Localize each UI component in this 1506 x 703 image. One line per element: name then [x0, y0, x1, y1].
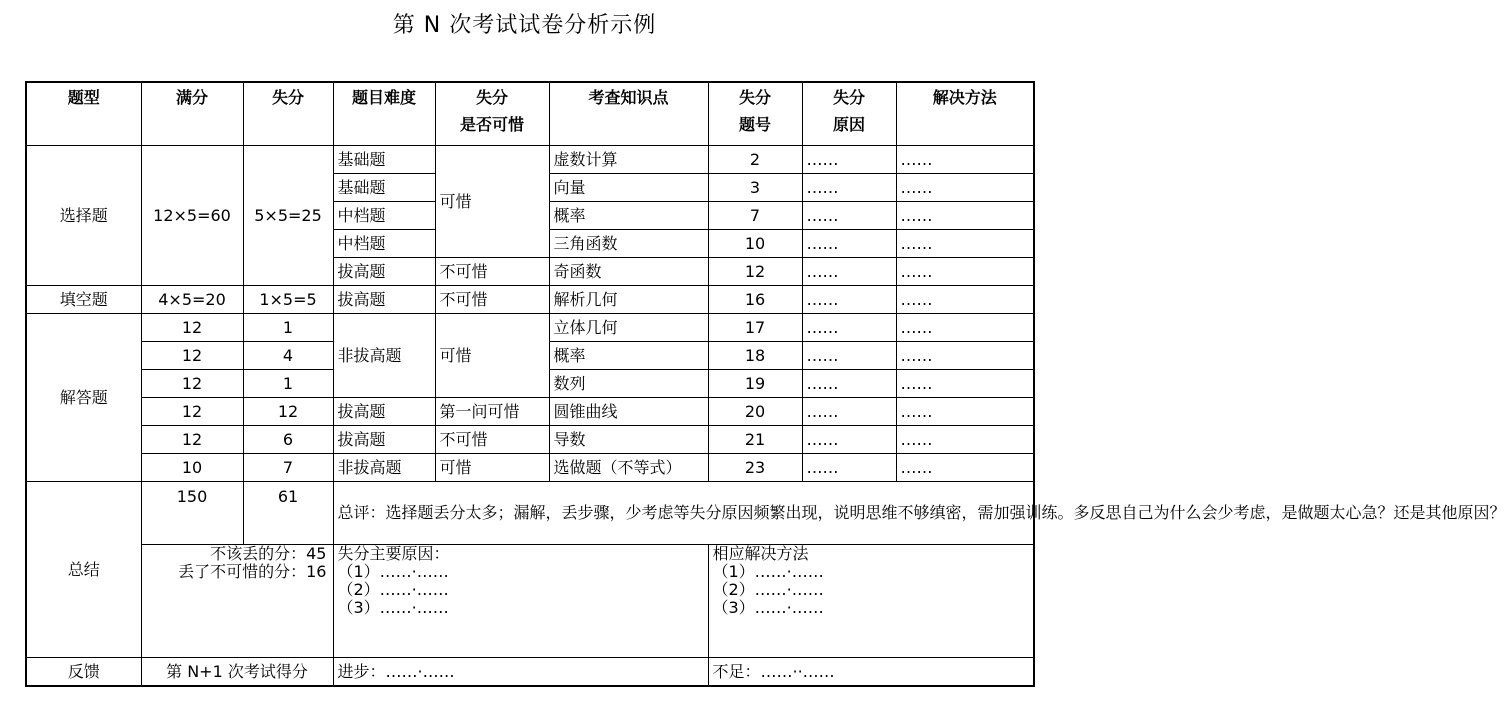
pity-cell: 不可惜: [435, 286, 549, 314]
reason-cell: ……: [802, 370, 896, 398]
analysis-table: [25, 81, 1506, 687]
solution-cell: ……: [896, 174, 1034, 202]
summary-detail-row: [26, 545, 1034, 658]
should-not-lose-label: 不该丢的分：45: [210, 544, 327, 563]
solution-cell: ……: [896, 342, 1034, 370]
reason-cell: ……: [802, 258, 896, 286]
reason-cell: ……: [802, 426, 896, 454]
reason-cell: ……: [802, 174, 896, 202]
number-cell: 19: [708, 370, 802, 398]
full-cell: 12: [141, 314, 243, 342]
summary-comment: 总评：选择题丢分太多；漏解，丢步骤，少考虑等失分原因频繁出现，说明思维不够缜密，需加强训练。多反思自己为什么会少考虑，是做题太心急？还是其他原因？: [333, 482, 1034, 545]
knowledge-cell: 导数: [549, 426, 708, 454]
reason-cell: ……: [802, 146, 896, 174]
methods: [708, 545, 1034, 658]
pity-cell: 第一问可惜: [435, 398, 549, 426]
main-reasons: [333, 545, 708, 658]
method-item: （2）……·……: [712, 580, 824, 599]
knowledge-cell: 虚数计算: [549, 146, 708, 174]
method-item: （3）……·……: [712, 598, 824, 617]
table-row: [26, 286, 1034, 314]
table-row: [26, 454, 1034, 482]
solution-cell: ……: [896, 230, 1034, 258]
knowledge-cell: 选做题（不等式）: [549, 454, 708, 482]
reason-cell: ……: [802, 454, 896, 482]
table-row: [26, 398, 1034, 426]
solution-cell: ……: [896, 146, 1034, 174]
number-cell: 2: [708, 146, 802, 174]
summary-type: 总结: [26, 482, 141, 658]
header-row: [26, 82, 1034, 146]
pity-cell: 不可惜: [435, 426, 549, 454]
answer-difficulty-group: 非拔高题: [333, 314, 435, 398]
header-number: 失分 题号: [708, 82, 802, 146]
answer-type: 解答题: [26, 314, 141, 482]
pity-lost-label: 丢了不可惜的分：16: [178, 562, 327, 581]
knowledge-cell: 圆锥曲线: [549, 398, 708, 426]
lost-cell: 1: [243, 370, 333, 398]
knowledge-cell: 三角函数: [549, 230, 708, 258]
difficulty-cell: 非拔高题: [333, 454, 435, 482]
table-row: [26, 426, 1034, 454]
full-cell: 12: [141, 342, 243, 370]
shortage-cell: 不足：……··……: [708, 658, 1034, 687]
knowledge-cell: 概率: [549, 202, 708, 230]
full-cell: 12: [141, 370, 243, 398]
knowledge-cell: 奇函数: [549, 258, 708, 286]
number-cell: 7: [708, 202, 802, 230]
methods-title: 相应解决方法: [712, 544, 809, 563]
fill-full: 4×5=20: [141, 286, 243, 314]
difficulty-cell: 拔高题: [333, 258, 435, 286]
difficulty-cell: 拔高题: [333, 398, 435, 426]
reason-cell: ……: [802, 314, 896, 342]
main-reason-item: （2）……·……: [337, 580, 449, 599]
lost-cell: 12: [243, 398, 333, 426]
progress-cell: 进步：……·……: [333, 658, 708, 687]
difficulty-cell: 拔高题: [333, 286, 435, 314]
full-cell: 10: [141, 454, 243, 482]
difficulty-cell: 基础题: [333, 174, 435, 202]
main-reason-item: （3）……·……: [337, 598, 449, 617]
header-type: 题型: [26, 82, 141, 146]
number-cell: 23: [708, 454, 802, 482]
method-item: （1）……·……: [712, 562, 824, 581]
table-row: [26, 314, 1034, 342]
number-cell: 10: [708, 230, 802, 258]
feedback-label: 反馈: [26, 658, 141, 687]
lost-cell: 7: [243, 454, 333, 482]
difficulty-cell: 拔高题: [333, 426, 435, 454]
number-cell: 12: [708, 258, 802, 286]
choice-type: 选择题: [26, 146, 141, 286]
summary-lost: 61: [243, 482, 333, 545]
solution-cell: ……: [896, 202, 1034, 230]
difficulty-cell: 基础题: [333, 146, 435, 174]
header-full: 满分: [141, 82, 243, 146]
solution-cell: ……: [896, 398, 1034, 426]
reason-cell: ……: [802, 286, 896, 314]
pity-cell: 不可惜: [435, 258, 549, 286]
solution-cell: ……: [896, 258, 1034, 286]
header-difficulty: 题目难度: [333, 82, 435, 146]
fill-lost: 1×5=5: [243, 286, 333, 314]
table-row: [26, 146, 1034, 174]
summary-full: 150: [141, 482, 243, 545]
lost-cell: 4: [243, 342, 333, 370]
solution-cell: ……: [896, 286, 1034, 314]
knowledge-cell: 概率: [549, 342, 708, 370]
number-cell: 21: [708, 426, 802, 454]
full-cell: 12: [141, 426, 243, 454]
choice-full: 12×5=60: [141, 146, 243, 286]
main-reason-item: （1）……·……: [337, 562, 449, 581]
feedback-row: [26, 658, 1034, 687]
choice-pity: 可惜: [435, 146, 549, 258]
solution-cell: ……: [896, 370, 1034, 398]
knowledge-cell: 立体几何: [549, 314, 708, 342]
knowledge-cell: 数列: [549, 370, 708, 398]
difficulty-cell: 中档题: [333, 202, 435, 230]
reason-cell: ……: [802, 202, 896, 230]
summary-points: [141, 545, 333, 658]
answer-pity-group: 可惜: [435, 314, 549, 398]
solution-cell: ……: [896, 426, 1034, 454]
main-reasons-title: 失分主要原因：: [337, 544, 450, 563]
next-score-label: 第 N+1 次考试得分: [141, 658, 333, 687]
choice-lost: 5×5=25: [243, 146, 333, 286]
header-lost: 失分: [243, 82, 333, 146]
solution-cell: ……: [896, 454, 1034, 482]
number-cell: 16: [708, 286, 802, 314]
header-solution: 解决方法: [896, 82, 1034, 146]
lost-cell: 6: [243, 426, 333, 454]
document-title: 第 N 次考试试卷分析示例: [392, 13, 657, 38]
number-cell: 17: [708, 314, 802, 342]
full-cell: 12: [141, 398, 243, 426]
knowledge-cell: 解析几何: [549, 286, 708, 314]
header-knowledge: 考查知识点: [549, 82, 708, 146]
reason-cell: ……: [802, 342, 896, 370]
header-reason: 失分 原因: [802, 82, 896, 146]
fill-type: 填空题: [26, 286, 141, 314]
header-pity: 失分 是否可惜: [435, 82, 549, 146]
solution-cell: ……: [896, 314, 1034, 342]
reason-cell: ……: [802, 398, 896, 426]
number-cell: 18: [708, 342, 802, 370]
lost-cell: 1: [243, 314, 333, 342]
number-cell: 20: [708, 398, 802, 426]
knowledge-cell: 向量: [549, 174, 708, 202]
reason-cell: ……: [802, 230, 896, 258]
number-cell: 3: [708, 174, 802, 202]
summary-row: [26, 482, 1034, 545]
difficulty-cell: 中档题: [333, 230, 435, 258]
pity-cell: 可惜: [435, 454, 549, 482]
